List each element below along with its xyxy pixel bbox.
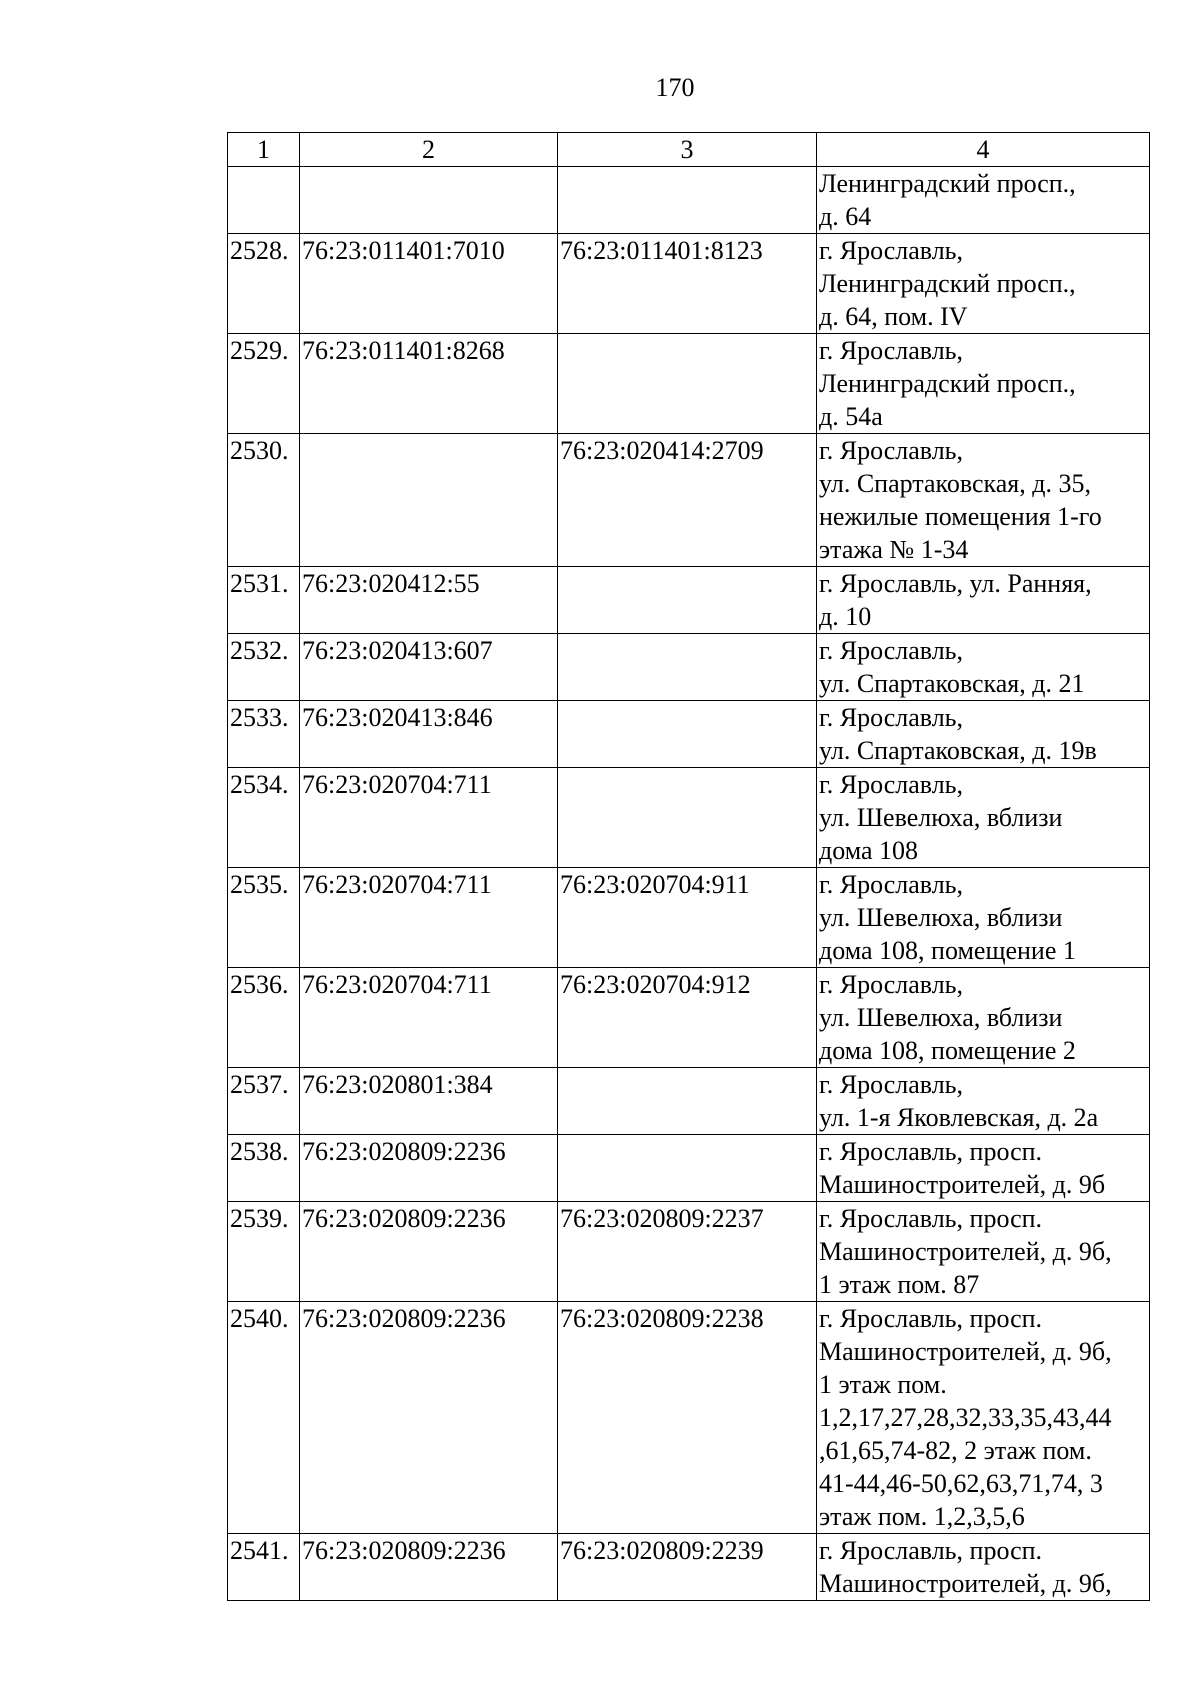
address-line: ул. Спартаковская, д. 35, [819,469,1091,498]
address-line: г. Ярославль, [819,870,964,899]
row-number: 2536. [228,968,300,1068]
cadastral-number-col3: 76:23:020414:2709 [558,434,817,567]
address-cell [817,768,1150,868]
address-line: Ленинградский просп., [819,169,1076,198]
row-number: 2534. [228,768,300,868]
cadastral-number-col3: 76:23:011401:8123 [558,234,817,334]
address-line: дома 108 [819,836,919,865]
row-number: 2531. [228,567,300,634]
cadastral-number-col2: 76:23:020809:2236 [300,1202,558,1302]
address-line: д. 10 [819,602,872,631]
cadastral-number-col2: 76:23:020704:711 [300,868,558,968]
address-line: г. Ярославль, просп. [819,1536,1043,1565]
cadastral-number-col3 [558,768,817,868]
address-line: Ленинградский просп., [819,269,1076,298]
address-line: Машиностроителей, д. 9б [819,1170,1106,1199]
address-line: г. Ярославль, [819,970,964,999]
table-row [228,1302,1150,1534]
table-header [228,133,1150,167]
page-number: 170 [655,73,695,102]
cadastral-number-col3 [558,334,817,434]
table-row [228,334,1150,434]
address-cell [817,334,1150,434]
address-line: г. Ярославль, [819,770,964,799]
cadastral-number-col2: 76:23:020809:2236 [300,1135,558,1202]
cadastral-number-col3: 76:23:020809:2238 [558,1302,817,1534]
address-cell [817,1135,1150,1202]
cadastral-number-col2 [300,434,558,567]
cadastral-number-col3: 76:23:020809:2237 [558,1202,817,1302]
address-line: дома 108, помещение 1 [819,936,1076,965]
cadastral-number-col2: 76:23:020704:711 [300,968,558,1068]
header-row [228,133,1150,167]
table-row [228,701,1150,768]
cadastral-number-col2: 76:23:020704:711 [300,768,558,868]
address-cell [817,167,1150,234]
address-line: ул. Шевелюха, вблизи [819,1003,1063,1032]
table-row [228,167,1150,234]
row-number: 2528. [228,234,300,334]
row-number [228,167,300,234]
cadastral-number-col2: 76:23:020801:384 [300,1068,558,1135]
table-row [228,1068,1150,1135]
address-line: Машиностроителей, д. 9б, [819,1337,1112,1366]
cadastral-number-col2: 76:23:020413:846 [300,701,558,768]
row-number: 2541. [228,1534,300,1601]
cadastral-number-col3 [558,634,817,701]
address-line: этажа № 1-34 [819,535,969,564]
row-number: 2533. [228,701,300,768]
address-line: 1 этаж пом. [819,1370,947,1399]
address-line: этаж пом. 1,2,3,5,6 [819,1502,1025,1531]
address-line: нежилые помещения 1-го [819,502,1102,531]
cadastral-number-col2 [300,167,558,234]
address-cell [817,1302,1150,1534]
cadastral-number-col3: 76:23:020704:911 [558,868,817,968]
address-cell [817,634,1150,701]
row-number: 2539. [228,1202,300,1302]
cadastral-number-col3 [558,701,817,768]
address-cell [817,868,1150,968]
address-cell [817,434,1150,567]
table-row [228,634,1150,701]
address-line: г. Ярославль, просп. [819,1304,1043,1333]
address-line: д. 54а [819,402,883,431]
cadastral-number-col2: 76:23:020809:2236 [300,1534,558,1601]
address-cell [817,968,1150,1068]
address-cell [817,701,1150,768]
address-line: 1 этаж пом. 87 [819,1270,980,1299]
table-row [228,968,1150,1068]
address-cell [817,567,1150,634]
table-row [228,234,1150,334]
cadastral-number-col3: 76:23:020704:912 [558,968,817,1068]
address-line: Машиностроителей, д. 9б, [819,1569,1112,1598]
address-line: г. Ярославль, просп. [819,1137,1043,1166]
address-line: 1,2,17,27,28,32,33,35,43,44 [819,1403,1112,1432]
address-line: Машиностроителей, д. 9б, [819,1237,1112,1266]
address-line: ул. Шевелюха, вблизи [819,803,1063,832]
header-cell-4: 4 [817,133,1150,167]
row-number: 2538. [228,1135,300,1202]
cadastral-number-col2: 76:23:011401:7010 [300,234,558,334]
address-line: Ленинградский просп., [819,369,1076,398]
cadastral-number-col3: 76:23:020809:2239 [558,1534,817,1601]
address-line: г. Ярославль, [819,236,964,265]
cadastral-number-col2: 76:23:011401:8268 [300,334,558,434]
address-line: ул. 1-я Яковлевская, д. 2а [819,1103,1099,1132]
address-line: 41-44,46-50,62,63,71,74, 3 [819,1469,1103,1498]
table-row [228,567,1150,634]
address-line: ,61,65,74-82, 2 этаж пом. [819,1436,1092,1465]
row-number: 2540. [228,1302,300,1534]
address-cell [817,1068,1150,1135]
address-line: г. Ярославль, [819,336,964,365]
cadastral-number-col3 [558,1135,817,1202]
table-row [228,434,1150,567]
table-row [228,1202,1150,1302]
address-line: г. Ярославль, [819,1070,964,1099]
cadastral-number-col2: 76:23:020412:55 [300,567,558,634]
table-row [228,868,1150,968]
registry-table [227,132,1150,1601]
address-line: г. Ярославль, просп. [819,1204,1043,1233]
header-cell-2: 2 [300,133,558,167]
address-cell [817,1202,1150,1302]
address-line: дома 108, помещение 2 [819,1036,1076,1065]
table-row [228,1135,1150,1202]
cadastral-number-col3 [558,1068,817,1135]
address-line: д. 64, пом. IV [819,302,968,331]
address-line: г. Ярославль, [819,436,964,465]
address-line: ул. Шевелюха, вблизи [819,903,1063,932]
address-cell [817,234,1150,334]
table-row [228,1534,1150,1601]
address-line: г. Ярославль, ул. Ранняя, [819,569,1092,598]
header-cell-3: 3 [558,133,817,167]
address-cell [817,1534,1150,1601]
header-cell-1: 1 [228,133,300,167]
address-line: ул. Спартаковская, д. 19в [819,736,1097,765]
row-number: 2530. [228,434,300,567]
cadastral-number-col2: 76:23:020413:607 [300,634,558,701]
row-number: 2532. [228,634,300,701]
address-line: г. Ярославль, [819,703,964,732]
cadastral-number-col2: 76:23:020809:2236 [300,1302,558,1534]
cadastral-number-col3 [558,567,817,634]
table-body [228,167,1150,1601]
cadastral-number-col3 [558,167,817,234]
address-line: г. Ярославль, [819,636,964,665]
address-line: ул. Спартаковская, д. 21 [819,669,1085,698]
row-number: 2529. [228,334,300,434]
table-row [228,768,1150,868]
row-number: 2537. [228,1068,300,1135]
address-line: д. 64 [819,202,872,231]
row-number: 2535. [228,868,300,968]
